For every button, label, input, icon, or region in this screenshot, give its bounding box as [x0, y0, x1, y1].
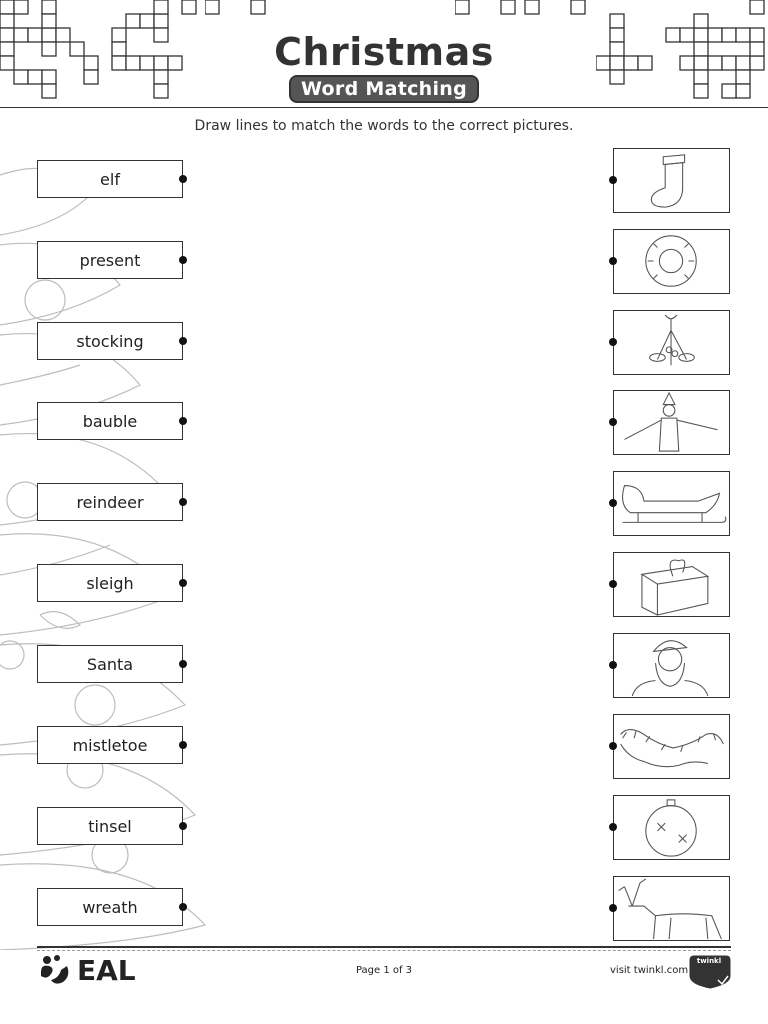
word-box-santa: Santa: [37, 645, 183, 683]
word-box-wreath: wreath: [37, 888, 183, 926]
picture-dot[interactable]: [609, 823, 617, 831]
word-dot[interactable]: [179, 498, 187, 506]
word-dot[interactable]: [179, 417, 187, 425]
sleigh-icon: [614, 472, 729, 535]
picture-box-mistletoe: [613, 310, 730, 375]
word-box-bauble: bauble: [37, 402, 183, 440]
santa-icon: [614, 634, 729, 697]
visit-link[interactable]: visit twinkl.com: [610, 965, 689, 976]
word-dot[interactable]: [179, 822, 187, 830]
word-box-mistletoe: mistletoe: [37, 726, 183, 764]
word-dot[interactable]: [179, 660, 187, 668]
reindeer-icon: [614, 877, 729, 940]
picture-dot[interactable]: [609, 580, 617, 588]
wreath-icon: [614, 230, 729, 293]
badge-text: twinkl: [696, 957, 722, 965]
mistletoe-icon: [614, 311, 729, 374]
picture-box-reindeer: [613, 876, 730, 941]
picture-box-bauble: [613, 795, 730, 860]
picture-box-tinsel: [613, 714, 730, 779]
picture-dot[interactable]: [609, 661, 617, 669]
word-dot[interactable]: [179, 903, 187, 911]
picture-box-wreath: [613, 229, 730, 294]
page-title: Christmas: [274, 30, 494, 74]
crossword-decoration-middle: [205, 0, 295, 24]
picture-dot[interactable]: [609, 338, 617, 346]
picture-dot[interactable]: [609, 499, 617, 507]
word-dot[interactable]: [179, 175, 187, 183]
page-number: Page 1 of 3: [355, 965, 413, 976]
picture-dot[interactable]: [609, 418, 617, 426]
word-box-stocking: stocking: [37, 322, 183, 360]
subtitle-wrap: [0, 75, 768, 103]
word-box-present: present: [37, 241, 183, 279]
header-divider: [0, 107, 768, 108]
picture-box-sleigh: [613, 471, 730, 536]
elf-icon: [614, 391, 729, 454]
word-dot[interactable]: [179, 256, 187, 264]
picture-dot[interactable]: [609, 742, 617, 750]
picture-box-stocking: [613, 148, 730, 213]
stocking-icon: [614, 149, 729, 212]
picture-box-elf: [613, 390, 730, 455]
word-dot[interactable]: [179, 337, 187, 345]
picture-dot[interactable]: [609, 904, 617, 912]
page-subtitle: Word Matching: [289, 75, 479, 103]
crossword-decoration-mid-right: [455, 0, 595, 24]
picture-dot[interactable]: [609, 176, 617, 184]
tinsel-icon: [614, 715, 729, 778]
word-dot[interactable]: [179, 579, 187, 587]
footer-divider-dashed: [37, 950, 731, 951]
word-box-reindeer: reindeer: [37, 483, 183, 521]
word-box-tinsel: tinsel: [37, 807, 183, 845]
eal-logo-text: EAL: [77, 953, 136, 987]
picture-box-present: [613, 552, 730, 617]
word-box-sleigh: sleigh: [37, 564, 183, 602]
word-box-elf: elf: [37, 160, 183, 198]
instructions-text: Draw lines to match the words to the correct pictures.: [194, 118, 574, 134]
picture-dot[interactable]: [609, 257, 617, 265]
present-icon: [614, 553, 729, 616]
word-dot[interactable]: [179, 741, 187, 749]
footer-divider: [37, 946, 731, 948]
picture-box-santa: [613, 633, 730, 698]
bauble-icon: [614, 796, 729, 859]
